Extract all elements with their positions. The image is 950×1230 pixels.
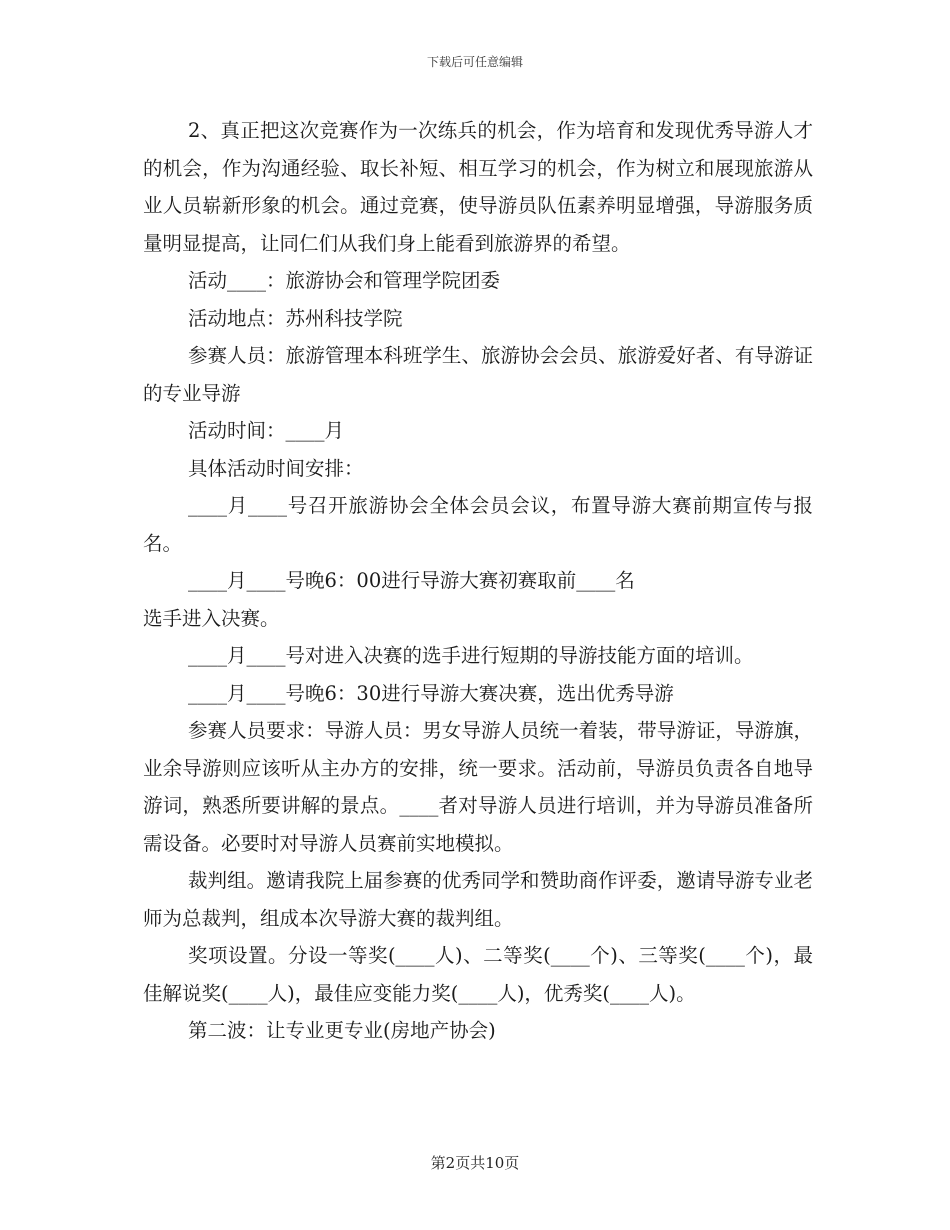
paragraph-schedule-training: ____月____号对进入决赛的选手进行短期的导游技能方面的培训。: [188, 644, 754, 667]
paragraph-schedule-heading: 具体活动时间安排：: [188, 456, 364, 480]
paragraph-awards: 奖项设置。分设一等奖(____人)、二等奖(____个)、三等奖(____个)，最佳解说奖(____人)，最佳应变能力奖(____人)，优秀奖(____人)。: [143, 944, 813, 1005]
paragraph-organizer: 活动____：旅游协会和管理学院团委: [188, 269, 501, 292]
paragraph-judges: 裁判组。邀请我院上届参赛的优秀同学和赞助商作评委，邀请导游专业老师为总裁判，组成本次导游大赛的裁判组。: [143, 869, 813, 930]
paragraph-requirements: 参赛人员要求：导游人员：男女导游人员统一着装，带导游证，导游旗，业余导游则应该听从主办方的安排，统一要求。活动前，导游员负责各自地导游词，熟悉所要讲解的景点。____者对导游人员进行培训，并为导游员准备所需设备。必要时对导游人员赛前实地模拟。: [143, 719, 813, 855]
paragraph-purpose: 2、真正把这次竞赛作为一次练兵的机会，作为培育和发现优秀导游人才的机会，作为沟通经验、取长补短、相互学习的机会，作为树立和展现旅游从业人员崭新形象的机会。通过竞赛，使导游员队伍素养明显增强，导游服务质量明显提高，让同仁们从我们身上能看到旅游界的希望。: [143, 119, 813, 255]
paragraph-second-wave: 第二波：让专业更专业(房地产协会): [188, 1019, 496, 1042]
page-header: 下载后可任意编辑: [426, 55, 523, 69]
paragraph-participants: 参赛人员：旅游管理本科班学生、旅游协会会员、旅游爱好者、有导游证的专业导游: [143, 344, 813, 405]
paragraph-schedule-preliminary-cont: 选手进入决赛。: [143, 606, 280, 630]
paragraph-schedule-meeting: ____月____号召开旅游协会全体会员会议，布置导游大赛前期宣传与报名。: [143, 494, 813, 555]
paragraph-location: 活动地点：苏州科技学院: [188, 306, 403, 330]
document-body: [143, 112, 813, 1050]
page-number: 第2页共10页: [430, 1154, 520, 1172]
paragraph-time: 活动时间：____月: [188, 419, 345, 442]
paragraph-schedule-preliminary: ____月____号晚6：00进行导游大赛初赛取前____名: [188, 569, 635, 592]
paragraph-schedule-final: ____月____号晚6：30进行导游大赛决赛，选出优秀导游: [188, 681, 674, 705]
